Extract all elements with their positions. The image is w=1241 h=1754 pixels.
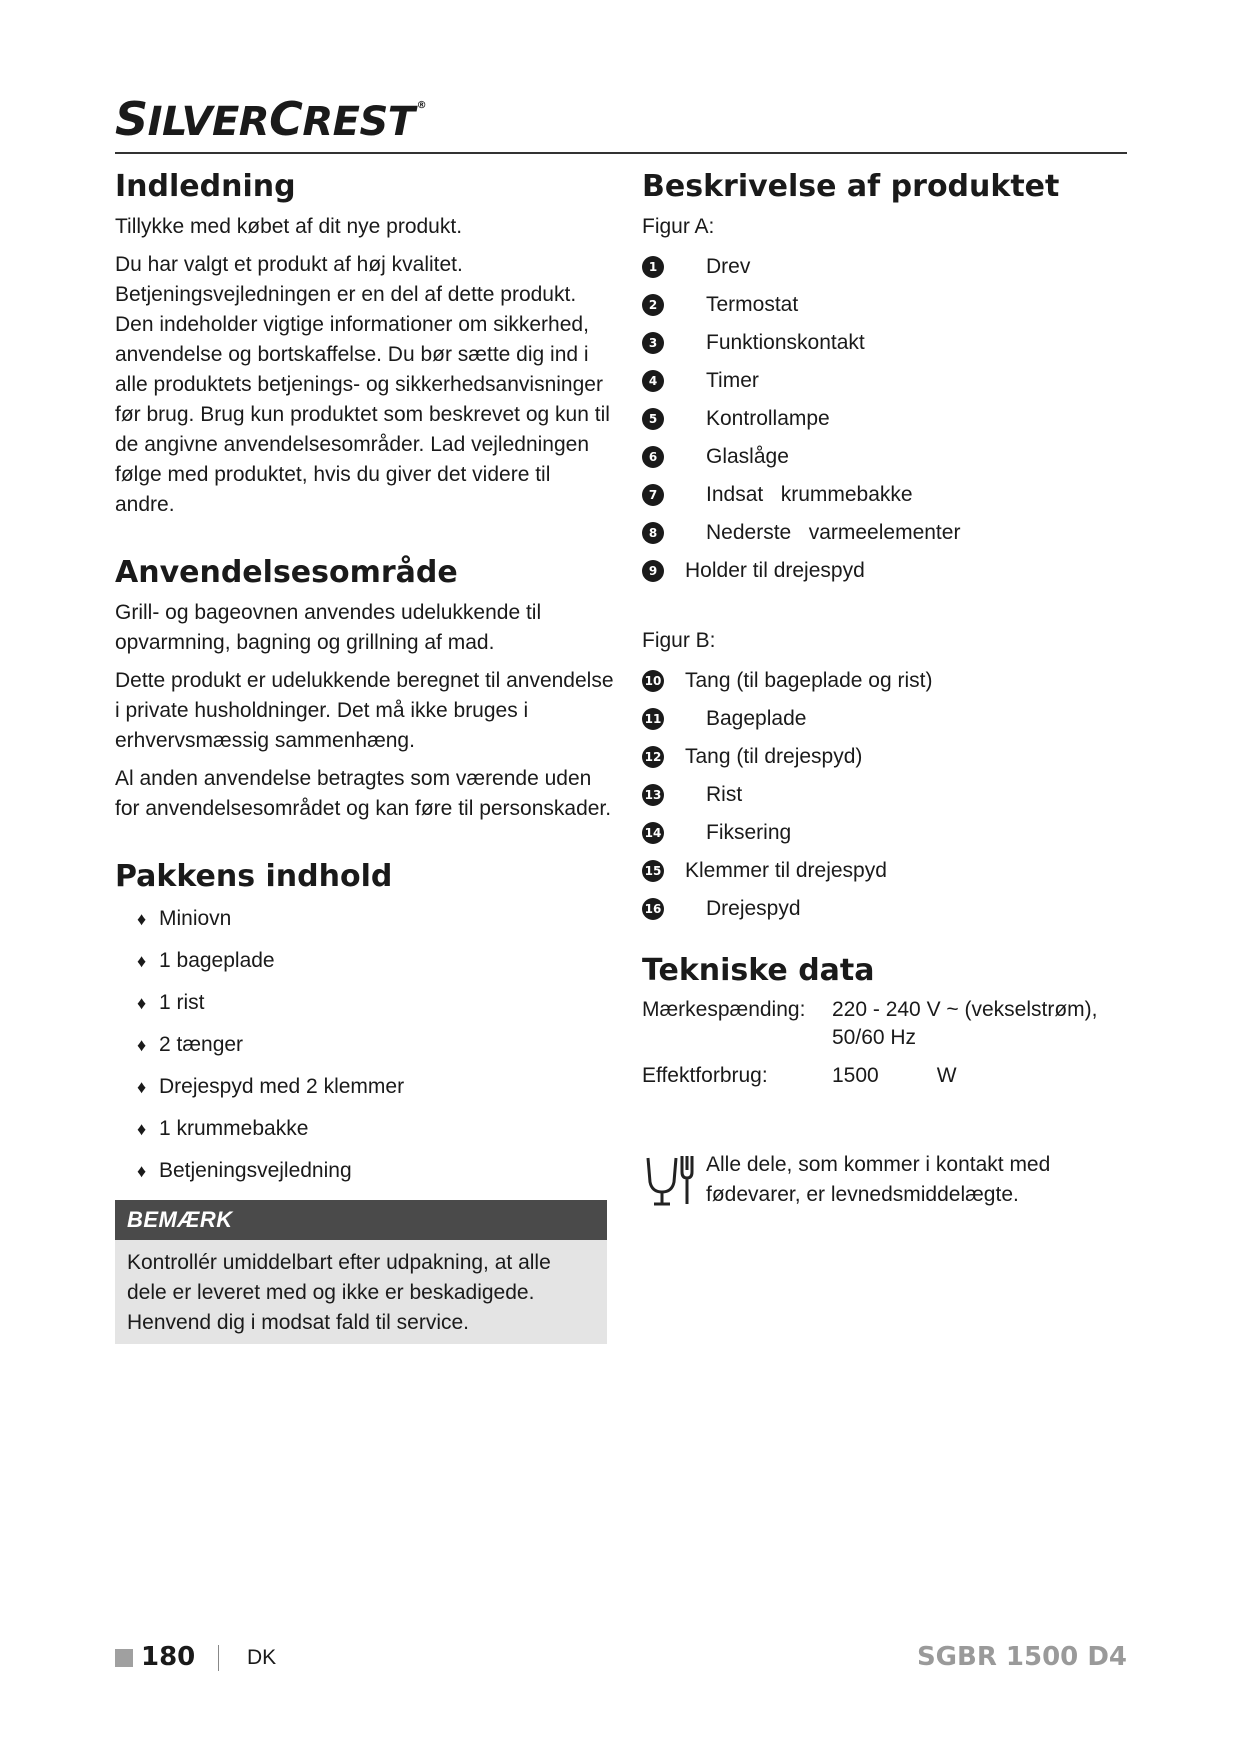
list-item: 8 Nederste varmeelementer [642,514,1127,552]
section-tech [642,952,1127,1213]
note-text: Kontrollér umiddelbart efter udpakning, at alle dele er leveret med og ikke er beskadigede. Henvend dig i modsat fald til service. [127,1251,551,1334]
footer-divider [218,1645,219,1671]
voltage-label: Mærkespænding: [642,998,806,1021]
usage-p3: Al anden anvendelse betragtes som værende uden for anvendelsesområdet og kan føre til personskader. [115,767,612,820]
diamond-bullet-icon: ♦ [137,993,147,1013]
brand-logo: SILVERCREST ® [115,92,427,146]
usage-p2: Dette produkt er udelukkende beregnet til anvendelse i private husholdninger. Det må ikke bruges i erhvervsmæssig sammenhæng. [115,669,614,752]
list-item: ♦ 1 bageplade [137,949,275,972]
intro-p2: Du har valgt et produkt af høj kvalitet. Betjeningsvejledningen er en del af dette produkt. Den indeholder vigtige informationer om sikkerhed, anvendelse og bortskaffelse. Du bør sætte dig ind i alle produktets betjenings- og sikkerhedsanvisninger før brug. Brug kun produktet som beskrevet og kun til de angivne anvendelsesområder. Lad vejledningen følge med produktet, hvis du giver det videre til andre. [115,253,610,516]
figure-b-label: Figur B: [642,629,716,652]
list-item: ♦ Betjeningsvejledning [137,1159,352,1182]
intro-p1: Tillykke med købet af dit nye produkt. [115,215,463,238]
number-badge-icon: 12 [642,746,664,768]
diamond-bullet-icon: ♦ [137,909,147,929]
voltage-row [642,996,1127,1052]
figure-b-parts [642,662,1127,928]
right-column [642,168,1127,1213]
number-badge-icon: 2 [642,294,664,316]
header-rule [115,152,1127,154]
list-item: 13 Rist [642,776,1127,814]
power-unit: W [936,1064,957,1087]
diamond-bullet-icon: ♦ [137,951,147,971]
diamond-bullet-icon: ♦ [137,1119,147,1139]
number-badge-icon: 3 [642,332,664,354]
number-badge-icon: 13 [642,784,664,806]
list-item: 15 Klemmer til drejespyd [642,852,1127,890]
package-title: Pakkens indhold [115,859,393,894]
description-title: Beskrivelse af produktet [642,169,1060,204]
list-item: 6 Glaslåge [642,438,1127,476]
list-item: ♦ 1 krummebakke [137,1117,309,1140]
frequency-value: 50/60 Hz [832,1026,917,1049]
number-badge-icon: 10 [642,670,664,692]
list-item: 7 Indsat krummebakke [642,476,1127,514]
list-item: ♦ Drejespyd med 2 klemmer [137,1075,405,1098]
package-list [137,906,615,1184]
usage-p1: Grill- og bageovnen anvendes udelukkende til opvarmning, bagning og grillning af mad. [115,601,542,654]
number-badge-icon: 1 [642,256,664,278]
list-item: 10 Tang (til bageplade og rist) [642,662,1127,700]
list-item: 1 Drev [642,248,1127,286]
list-item: ♦ 1 rist [137,991,205,1014]
power-value: 1500 [832,1064,879,1087]
list-item: 11 Bageplade [642,700,1127,738]
number-badge-icon: 7 [642,484,664,506]
page-footer [115,1640,1127,1676]
diamond-bullet-icon: ♦ [137,1035,147,1055]
list-item: ♦ Miniovn [137,907,232,930]
number-badge-icon: 9 [642,560,664,582]
figure-a-parts [642,248,1127,590]
food-safe-note [642,1150,1127,1213]
number-badge-icon: 15 [642,860,664,882]
list-item: 2 Termostat [642,286,1127,324]
tech-title: Tekniske data [642,953,875,988]
list-item: 12 Tang (til drejespyd) [642,738,1127,776]
model-number: SGBR 1500 D4 [916,1642,1127,1672]
note-title: BEMÆRK [115,1200,607,1240]
section-usage [115,554,615,824]
number-badge-icon: 8 [642,522,664,544]
footer-square-icon [115,1649,133,1667]
number-badge-icon: 14 [642,822,664,844]
power-row [642,1062,1127,1090]
left-column [115,168,615,1344]
number-badge-icon: 16 [642,898,664,920]
section-package [115,858,615,1344]
page-number: 180 [141,1642,196,1672]
language-code: DK [247,1646,277,1669]
list-item: 9 Holder til drejespyd [642,552,1127,590]
power-label: Effektforbrug: [642,1064,768,1087]
list-item: 16 Drejespyd [642,890,1127,928]
section-description [642,168,1127,928]
usage-title: Anvendelsesområde [115,555,458,590]
intro-title: Indledning [115,169,296,204]
list-item: 4 Timer [642,362,1127,400]
voltage-value: 220 - 240 V ~ (vekselstrøm), [832,998,1098,1021]
number-badge-icon: 6 [642,446,664,468]
figure-a-label: Figur A: [642,215,715,238]
diamond-bullet-icon: ♦ [137,1077,147,1097]
list-item: 14 Fiksering [642,814,1127,852]
number-badge-icon: 5 [642,408,664,430]
section-intro [115,168,615,520]
food-safe-text: Alle dele, som kommer i kontakt med fødevarer, er levnedsmiddelægte. [706,1153,1051,1206]
number-badge-icon: 4 [642,370,664,392]
number-badge-icon: 11 [642,708,664,730]
diamond-bullet-icon: ♦ [137,1161,147,1181]
list-item: 5 Kontrollampe [642,400,1127,438]
list-item: ♦ 2 tænger [137,1033,244,1056]
list-item: 3 Funktionskontakt [642,324,1127,362]
food-safe-icon [642,1150,706,1213]
note-box [115,1200,607,1344]
